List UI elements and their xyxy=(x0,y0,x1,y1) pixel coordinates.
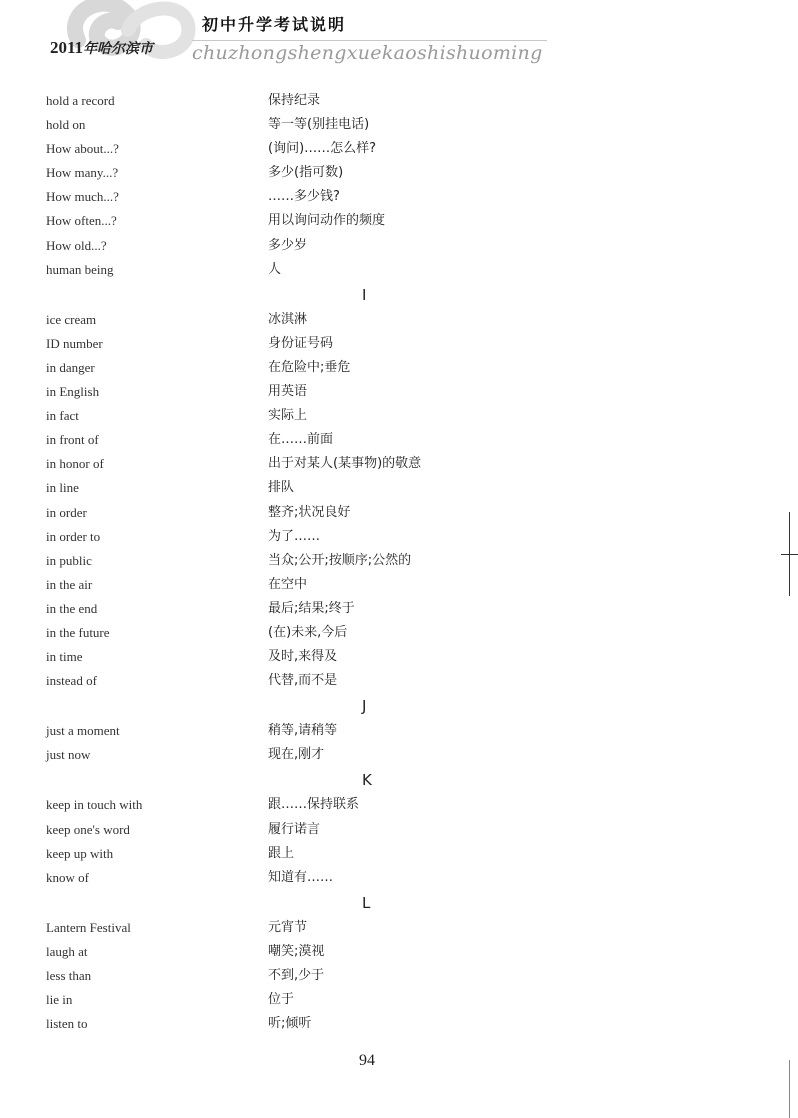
phrase-english: listen to xyxy=(46,1016,88,1032)
phrase-row xyxy=(0,428,798,452)
phrase-english: in danger xyxy=(46,359,95,375)
phrase-english: just now xyxy=(46,747,91,763)
phrase-english: How old...? xyxy=(46,237,107,253)
phrase-chinese: 现在,刚才 xyxy=(268,747,325,763)
phrase-chinese: 及时,来得及 xyxy=(268,649,338,665)
phrase-chinese: 位于 xyxy=(268,992,295,1008)
phrase-chinese: 嘲笑;漠视 xyxy=(268,943,325,959)
phrase-row xyxy=(0,866,798,890)
phrase-chinese: 听;倾听 xyxy=(268,1016,312,1032)
phrase-row xyxy=(0,476,798,500)
phrase-row xyxy=(0,234,798,258)
phrase-chinese: 在空中 xyxy=(268,576,308,592)
crop-mark-horizontal xyxy=(781,554,798,555)
phrase-chinese: 为了…… xyxy=(268,528,321,544)
phrase-chinese: 跟……保持联系 xyxy=(268,797,360,813)
phrase-chinese: 实际上 xyxy=(268,408,308,424)
phrase-row xyxy=(0,404,798,428)
phrase-chinese: 整齐;状况良好 xyxy=(268,504,351,520)
phrase-english: human being xyxy=(46,261,114,277)
phrase-row xyxy=(0,597,798,621)
phrase-row xyxy=(0,525,798,549)
phrase-row xyxy=(0,916,798,940)
header-pinyin: chuzhongshengxuekaoshishuoming xyxy=(192,42,543,64)
phrase-row xyxy=(0,669,798,693)
phrase-chinese: 出于对某人(某事物)的敬意 xyxy=(268,456,422,472)
page-number: 94 xyxy=(359,1052,375,1069)
header-year-city xyxy=(50,38,153,58)
phrase-english: in time xyxy=(46,649,83,665)
phrase-english: How often...? xyxy=(46,213,117,229)
phrase-row xyxy=(0,842,798,866)
header-city: 年哈尔滨市 xyxy=(83,41,154,57)
phrase-english: keep in touch with xyxy=(46,797,143,813)
phrase-row xyxy=(0,89,798,113)
phrase-english: in line xyxy=(46,480,79,496)
phrase-row xyxy=(0,332,798,356)
phrase-chinese: 当众;公开;按顺序;公然的 xyxy=(268,552,412,568)
phrase-chinese: (询问)……怎么样? xyxy=(268,141,377,157)
section-letter: I xyxy=(362,285,367,304)
phrase-list xyxy=(0,89,798,1036)
phrase-chinese: 履行诺言 xyxy=(268,821,321,837)
phrase-english: instead of xyxy=(46,673,97,689)
phrase-english: in English xyxy=(46,384,100,400)
phrase-chinese: 用以询问动作的频度 xyxy=(268,213,386,229)
phrase-row xyxy=(0,743,798,767)
phrase-chinese: 多少(指可数) xyxy=(268,165,344,181)
phrase-chinese: 等一等(别挂电话) xyxy=(268,117,370,133)
section-letter: L xyxy=(362,893,371,912)
phrase-english: in order xyxy=(46,504,87,520)
phrase-chinese: (在)未来,今后 xyxy=(268,624,348,640)
header-divider xyxy=(192,40,547,41)
phrase-row xyxy=(0,549,798,573)
phrase-chinese: 跟上 xyxy=(268,845,295,861)
phrase-row xyxy=(0,818,798,842)
phrase-row xyxy=(0,988,798,1012)
phrase-chinese: 排队 xyxy=(268,480,295,496)
phrase-row xyxy=(0,940,798,964)
header-year: 2011 xyxy=(50,38,84,57)
phrase-english: in public xyxy=(46,552,92,568)
phrase-chinese: 在……前面 xyxy=(268,432,334,448)
phrase-row xyxy=(0,501,798,525)
phrase-english: hold on xyxy=(46,117,86,133)
phrase-chinese: 代替,而不是 xyxy=(268,673,338,689)
phrase-english: ice cream xyxy=(46,311,97,327)
phrase-row xyxy=(0,113,798,137)
phrase-english: ID number xyxy=(46,335,103,351)
section-letter: J xyxy=(362,697,367,716)
header-title: 初中升学考试说明 xyxy=(202,15,347,34)
phrase-english: lie in xyxy=(46,992,73,1008)
phrase-chinese: 最后;结果;终于 xyxy=(268,600,355,616)
phrase-chinese: 人 xyxy=(268,261,282,277)
phrase-english: in order to xyxy=(46,528,101,544)
phrase-row xyxy=(0,258,798,282)
section-letter-heading xyxy=(0,767,798,793)
phrase-chinese: 保持纪录 xyxy=(268,93,321,108)
phrase-row xyxy=(0,573,798,597)
phrase-row xyxy=(0,645,798,669)
phrase-english: keep one's word xyxy=(46,821,130,837)
phrase-english: How much...? xyxy=(46,189,119,205)
phrase-row xyxy=(0,452,798,476)
phrase-english: keep up with xyxy=(46,845,114,861)
phrase-row xyxy=(0,1012,798,1036)
crop-mark-bottom xyxy=(789,1060,790,1118)
phrase-english: laugh at xyxy=(46,943,88,959)
phrase-english: How many...? xyxy=(46,165,119,181)
phrase-row xyxy=(0,185,798,209)
section-letter: K xyxy=(362,771,372,790)
phrase-english: less than xyxy=(46,968,92,983)
section-letter-heading xyxy=(0,282,798,308)
phrase-chinese: 稍等,请稍等 xyxy=(268,723,338,739)
phrase-english: just a moment xyxy=(46,723,120,739)
section-letter-heading xyxy=(0,693,798,719)
phrase-row xyxy=(0,209,798,233)
phrase-english: in the air xyxy=(46,576,93,592)
phrase-row xyxy=(0,621,798,645)
section-letter-heading xyxy=(0,890,798,916)
phrase-chinese: 冰淇淋 xyxy=(268,311,308,327)
phrase-chinese: 不到,少于 xyxy=(268,968,325,983)
phrase-chinese: ……多少钱? xyxy=(268,189,340,205)
phrase-english: in the end xyxy=(46,600,98,616)
phrase-english: in fact xyxy=(46,408,79,424)
phrase-row xyxy=(0,308,798,332)
phrase-row xyxy=(0,356,798,380)
phrase-english: Lantern Festival xyxy=(46,919,131,935)
phrase-chinese: 知道有…… xyxy=(268,869,334,885)
phrase-english: hold a record xyxy=(46,93,115,108)
phrase-row xyxy=(0,380,798,404)
phrase-row xyxy=(0,137,798,161)
phrase-row xyxy=(0,161,798,185)
phrase-chinese: 用英语 xyxy=(268,384,308,400)
phrase-english: in honor of xyxy=(46,456,104,472)
phrase-chinese: 身份证号码 xyxy=(268,335,334,351)
phrase-english: know of xyxy=(46,869,89,885)
phrase-row xyxy=(0,793,798,817)
phrase-english: in the future xyxy=(46,624,110,640)
phrase-chinese: 在危险中;垂危 xyxy=(268,359,351,375)
phrase-chinese: 多少岁 xyxy=(268,237,308,253)
phrase-row xyxy=(0,719,798,743)
phrase-chinese: 元宵节 xyxy=(268,919,308,935)
phrase-english: in front of xyxy=(46,432,99,448)
phrase-row xyxy=(0,964,798,988)
phrase-english: How about...? xyxy=(46,141,119,157)
